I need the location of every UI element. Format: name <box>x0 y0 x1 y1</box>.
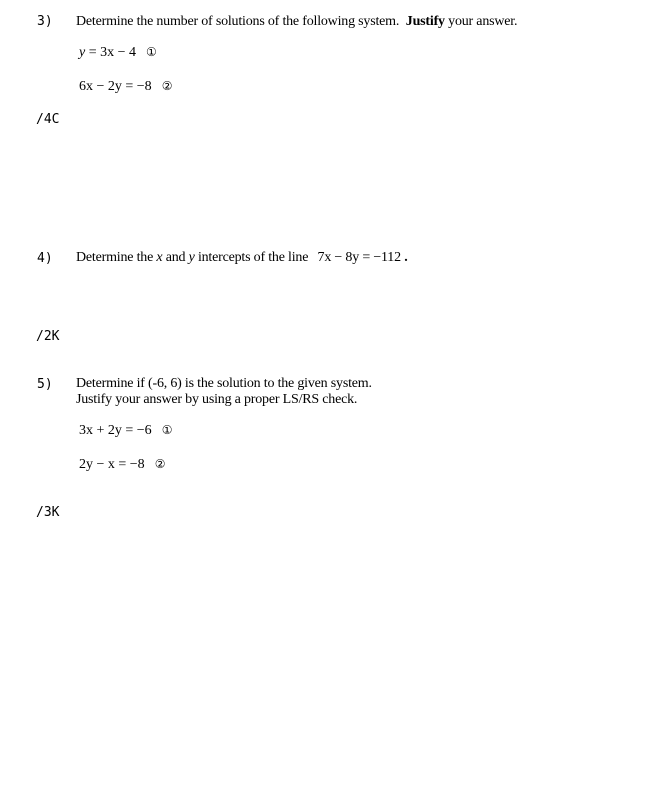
question-3-equation-1 <box>79 45 157 61</box>
question-3-number: 3) <box>37 14 53 29</box>
equation-tag-2: ② <box>154 457 166 471</box>
prompt-text: Determine the <box>76 250 157 265</box>
question-4-prompt <box>76 250 408 266</box>
question-5-marks: /3K <box>36 505 60 520</box>
equation-text: 2y − x = −8 <box>79 457 145 472</box>
prompt-period: . <box>400 250 408 265</box>
prompt-var-x: x <box>156 250 163 265</box>
question-5-number: 5) <box>37 377 53 392</box>
equation-tag-1: ① <box>146 45 157 59</box>
prompt-emphasis: Justify <box>405 14 445 29</box>
question-3-prompt <box>76 14 517 30</box>
line-equation: 7x − 8y = −112 <box>317 250 401 265</box>
prompt-text: Determine the number of solutions of the following system. <box>76 14 406 29</box>
equation-variable: y <box>79 45 86 60</box>
equation-tag-1: ① <box>161 423 173 437</box>
equation-rhs: = 3x − 4 <box>85 45 137 60</box>
prompt-var-y: y <box>188 250 195 265</box>
prompt-text-and: and <box>162 250 189 265</box>
question-3-equation-2 <box>79 79 172 95</box>
prompt-text-end: your answer. <box>444 14 518 29</box>
question-5-equation-1 <box>79 423 172 439</box>
question-5-prompt-line-2: Justify your answer by using a proper LS/RS check. <box>76 392 358 407</box>
question-4-number: 4) <box>37 251 53 266</box>
equation-text: 3x + 2y = −6 <box>79 423 152 438</box>
prompt-text-line: intercepts of the line <box>194 250 312 265</box>
equation-text: 6x − 2y = −8 <box>79 79 152 94</box>
question-5-equation-2 <box>79 457 165 473</box>
equation-tag-2: ② <box>161 79 173 93</box>
question-4-marks: /2K <box>36 329 60 344</box>
question-3-marks: /4C <box>36 112 60 127</box>
question-5-prompt-line-1: Determine if (-6, 6) is the solution to the given system. <box>76 376 372 391</box>
